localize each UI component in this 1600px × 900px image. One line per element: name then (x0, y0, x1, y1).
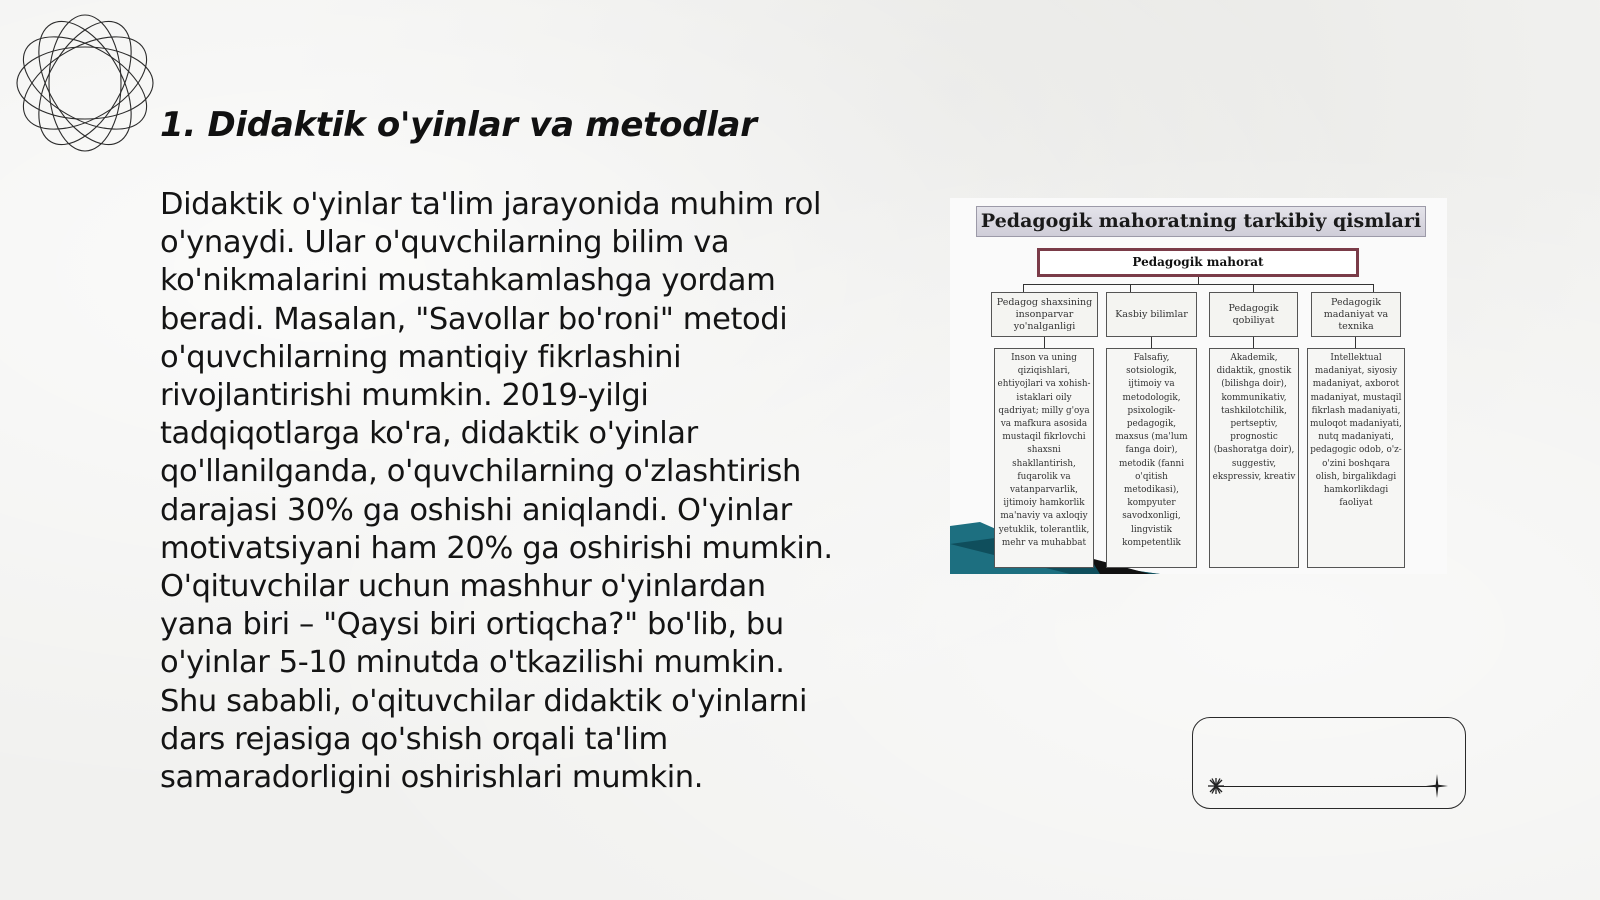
decorative-rounded-box (1192, 717, 1466, 809)
diagram-detail-node: Inson va uning qiziqishlari, ehtiyojlari va xohish-istaklari oily qadriyat; milly g'oya va mafkura asosida mustaqil fikrlovchi shaxsni shakllantirish, fuqarolik va vatanparvarlik, ijtimoiy hamkorlik ma'naviy va axloqiy yetuklik, tolerantlik, mehr va muhabbat (994, 348, 1094, 568)
diagram-category-node: Pedagog shaxsining insonparvar yo'nalganligi (991, 292, 1098, 337)
connector-drop (1373, 284, 1374, 292)
slide-body-text: Didaktik o'yinlar ta'lim jarayonida muhim rol o'ynaydi. Ular o'quvchilarning bilim va ko'nikmalarini mustahkamlashga yordam beradi. Masalan, "Savollar bo'roni" metodi o'quvchilarning mantiqiy fikrlashini rivojlantirishi mumkin. 2019-yilgi tadqiqotlarga ko'ra, didaktik o'yinlar qo'llanilganda, o'quvchilarning o'zlashtirish darajasi 30% ga oshishi aniqlandi. O'yinlar motivatsiyani ham 20% ga oshirishi mumkin. O'qituvchilar uchun mashhur o'yinlardan yana biri – "Qaysi biri ortiqcha?" bo'lib, bu o'yinlar 5-10 minutda o'tkazilishi mumkin. Shu sababli, o'qituvchilar didaktik o'yinlarni dars rejasiga qo'shish orqali ta'lim samaradorligini oshirishlari mumkin. (160, 187, 833, 796)
connector-vertical (1198, 277, 1199, 284)
connector-drop (1044, 337, 1045, 348)
slide-title: 1. Didaktik o'yinlar va metodlar (160, 105, 757, 145)
decorative-line (1214, 786, 1440, 787)
diagram-category-node: Pedagogik qobiliyat (1209, 292, 1298, 337)
diagram-image (950, 198, 1447, 574)
diagram-detail-node: Akademik, didaktik, gnostik (bilishga doir), kommunikativ, tashkilotchilik, pertseptiv, prognostic (bashoratga doir), suggestiv, ekspressiv, kreativ (1209, 348, 1299, 568)
connector-drop (1355, 337, 1356, 348)
diagram-category-node: Pedagogik madaniyat va texnika (1311, 292, 1401, 337)
circular-knot-logo-icon (10, 8, 160, 158)
connector-drop (1253, 284, 1254, 292)
connector-drop (1253, 337, 1254, 348)
diagram-root-node: Pedagogik mahorat (1037, 248, 1359, 277)
diagram-detail-node: Intellektual madaniyat, siyosiy madaniyat, axborot madaniyat, mustaqil fikrlash madaniyati, muloqot madaniyati, nutq madaniyati, pedagogic odob, o'z-o'zini boshqara olish, birgalikdagi hamkorlikdagi faoliyat (1307, 348, 1405, 568)
sparkle-icon (1426, 774, 1448, 798)
connector-drop (1151, 337, 1152, 348)
diagram-category-node: Kasbiy bilimlar (1106, 292, 1197, 337)
star-burst-icon (1207, 777, 1225, 795)
connector-horizontal (1023, 284, 1373, 285)
diagram-detail-node: Falsafiy, sotsiologik, ijtimoiy va metodologik, psixologik-pedagogik, maxsus (ma'lum fanga doir), metodik (fanni o'qitish metodikasi), kompyuter savodxonligi, lingvistik kompetentlik (1106, 348, 1197, 568)
connector-drop (1130, 284, 1131, 292)
diagram-title: Pedagogik mahoratning tarkibiy qismlari (976, 206, 1426, 237)
connector-drop (1023, 284, 1024, 292)
